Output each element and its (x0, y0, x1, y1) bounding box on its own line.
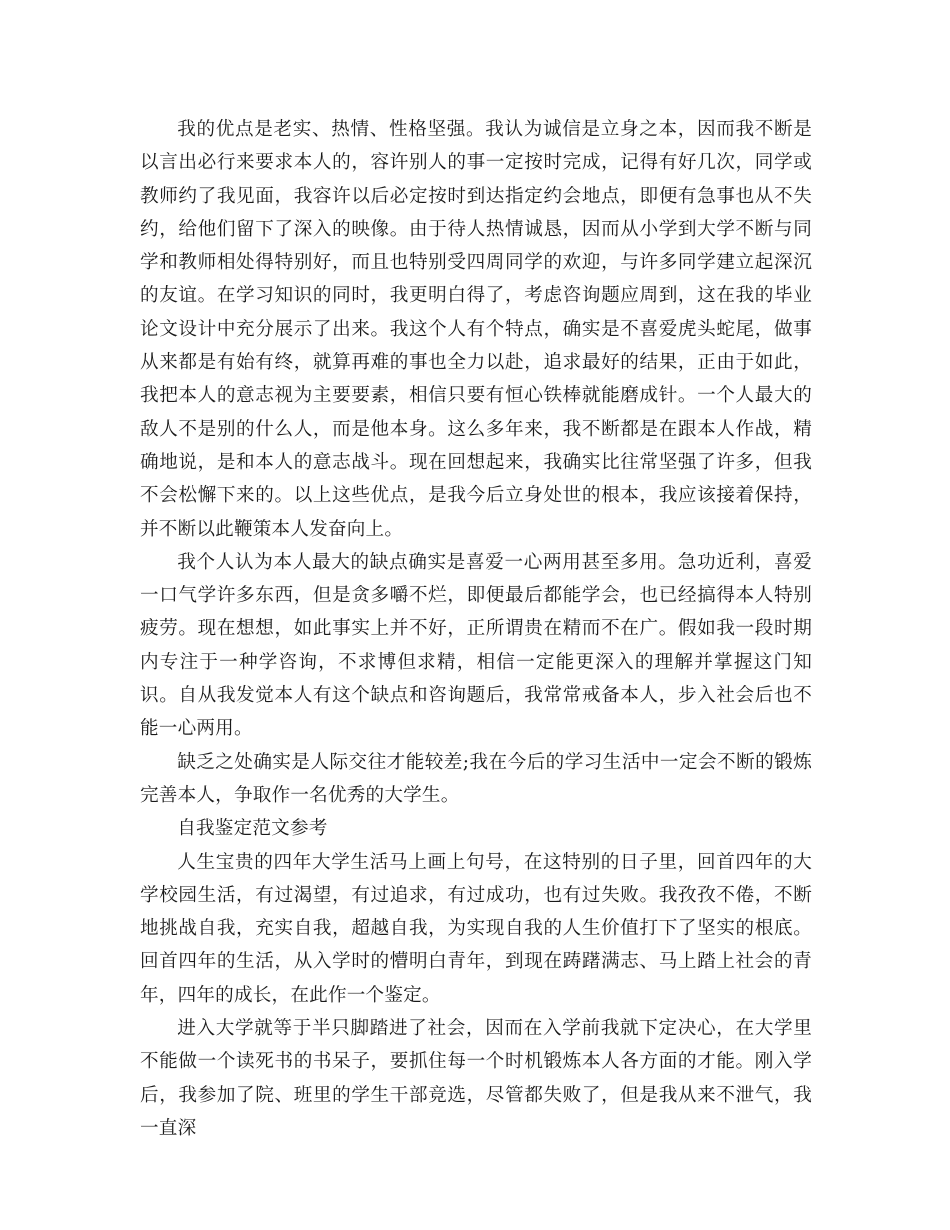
document-body (140, 113, 812, 1145)
paragraph-entering-university: 进入大学就等于半只脚踏进了社会，因而在入学前我就下定决心，在大学里不能做一个读死书的书呆子，要抓住每一个时机锻炼本人各方面的才能。刚入学后，我参加了院、班里的学生干部竞选，尽管都失败了，但是我从来不泄气，我一直深 (140, 1018, 812, 1139)
paragraph-university-life: 人生宝贵的四年大学生活马上画上句号，在这特别的日子里，回首四年的大学校园生活，有过渴望，有过追求，有过成功，也有过失败。我孜孜不倦，不断地挑战自我，充实自我，超越自我，为实现自我的人生价值打下了坚实的根底。回首四年的生活，从入学时的懵明白青年，到现在踌躇满志、马上踏上社会的青年，四年的成长，在此作一个鉴定。 (140, 851, 812, 1006)
section-heading: 自我鉴定范文参考 (177, 818, 328, 840)
paragraph-shortcoming: 缺乏之处确实是人际交往才能较差;我在今后的学习生活中一定会不断的锻炼完善本人，争取作一名优秀的大学生。 (140, 751, 812, 806)
paragraph-strengths: 我的优点是老实、热情、性格坚强。我认为诚信是立身之本，因而我不断是以言出必行来要求本人的，容许别人的事一定按时完成，记得有好几次，同学或教师约了我见面，我容许以后必定按时到达指定约会地点，即便有急事也从不失约，给他们留下了深入的映像。由于待人热情诚恳，因而从小学到大学不断与同学和教师相处得特别好，而且也特别受四周同学的欢迎，与许多同学建立起深沉的友谊。在学习知识的同时，我更明白得了，考虑咨询题应周到，这在我的毕业论文设计中充分展示了出来。我这个人有个特点，确实是不喜爱虎头蛇尾，做事从来都是有始有终，就算再难的事也全力以赴，追求最好的结果，正由于如此，我把本人的意志视为主要要素，相信只要有恒心铁棒就能磨成针。一个人最大的敌人不是别的什么人，而是他本身。这么多年来，我不断都是在跟本人作战，精确地说，是和本人的意志战斗。现在回想起来，我确实比往常坚强了许多，但我不会松懈下来的。以上这些优点，是我今后立身处世的根本，我应该接着保持，并不断以此鞭策本人发奋向上。 (140, 119, 812, 540)
paragraph-weakness: 我个人认为本人最大的缺点确实是喜爱一心两用甚至多用。急功近利，喜爱一口气学许多东西，但是贪多嚼不烂，即便最后都能学会，也已经搞得本人特别疲劳。现在想想，如此事实上并不好，正所谓贵在精而不在广。假如我一段时期内专注于一种学咨询，不求博但求精，相信一定能更深入的理解并掌握这门知识。自从我发觉本人有这个缺点和咨询题后，我常常戒备本人，步入社会后也不能一心两用。 (140, 551, 812, 740)
